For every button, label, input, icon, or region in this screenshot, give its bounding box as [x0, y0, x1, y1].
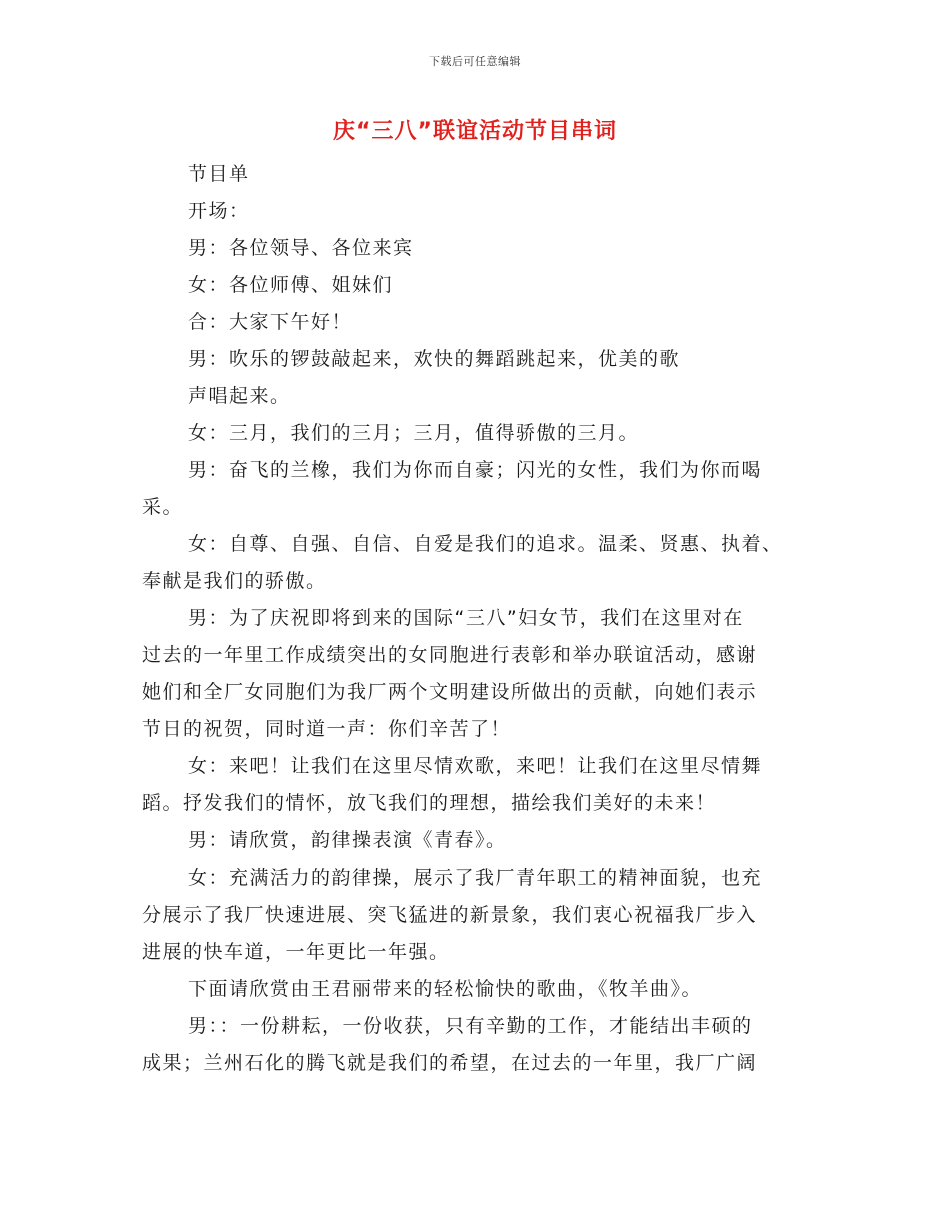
paragraph-line: 声唱起来。	[188, 385, 291, 407]
paragraph-line: 男：为了庆祝即将到来的国际“三八”妇女节，我们在这里对在	[188, 607, 744, 629]
paragraph-line: 女：各位师傅、姐妹们	[188, 274, 394, 296]
paragraph-line: 男：吹乐的锣鼓敲起来，欢快的舞蹈跳起来，优美的歌	[188, 348, 681, 370]
paragraph-line: 男：请欣赏，韵律操表演《青春》。	[188, 829, 507, 851]
paragraph-line: 过去的一年里工作成绩突出的女同胞进行表彰和举办联谊活动，感谢	[142, 644, 758, 666]
paragraph-line: 采。	[142, 496, 184, 518]
paragraph-line: 奉献是我们的骄傲。	[142, 570, 327, 592]
paragraph-line: 合：大家下午好！	[188, 311, 353, 333]
paragraph-line: 女：自尊、自强、自信、自爱是我们的追求。温柔、贤惠、执着、	[188, 533, 783, 555]
paragraph-line: 下面请欣赏由王君丽带来的轻松愉快的歌曲，《牧羊曲》。	[188, 978, 703, 1000]
paragraph-line: 她们和全厂女同胞们为我厂两个文明建设所做出的贡献，向她们表示	[142, 681, 758, 703]
paragraph-line: 蹈。抒发我们的情怀，放飞我们的理想，描绘我们美好的未来！	[142, 792, 717, 814]
paragraph-line: 进展的快车道，一年更比一年强。	[142, 941, 450, 963]
paragraph-line: 男：奋飞的兰橡，我们为你而自豪；闪光的女性，我们为你而喝	[188, 459, 763, 481]
paragraph-line: 节日的祝贺，同时道一声：你们辛苦了！	[142, 718, 512, 740]
paragraph-line: 女：三月，我们的三月；三月，值得骄傲的三月。	[188, 422, 640, 444]
document-title: 庆“三八”联谊活动节目串词	[333, 119, 617, 144]
paragraph-line: 分展示了我厂快速进展、突飞猛进的新景象，我们衷心祝福我厂步入	[142, 904, 758, 926]
paragraph-line: 开场：	[188, 200, 250, 222]
paragraph-line: 男：各位领导、各位来宾	[188, 237, 414, 259]
page-header: 下载后可任意编辑	[429, 55, 521, 68]
paragraph-line: 成果；兰州石化的腾飞就是我们的希望，在过去的一年里，我厂广阔	[142, 1052, 758, 1074]
paragraph-line: 男：：一份耕耘，一份收获，只有辛勤的工作，才能结出丰硕的	[188, 1015, 753, 1037]
paragraph-line: 女：充满活力的韵律操，展示了我厂青年职工的精神面貌，也充	[188, 867, 763, 889]
paragraph-line: 节目单	[188, 163, 250, 185]
paragraph-line: 女：来吧！让我们在这里尽情欢歌，来吧！让我们在这里尽情舞	[188, 755, 763, 777]
